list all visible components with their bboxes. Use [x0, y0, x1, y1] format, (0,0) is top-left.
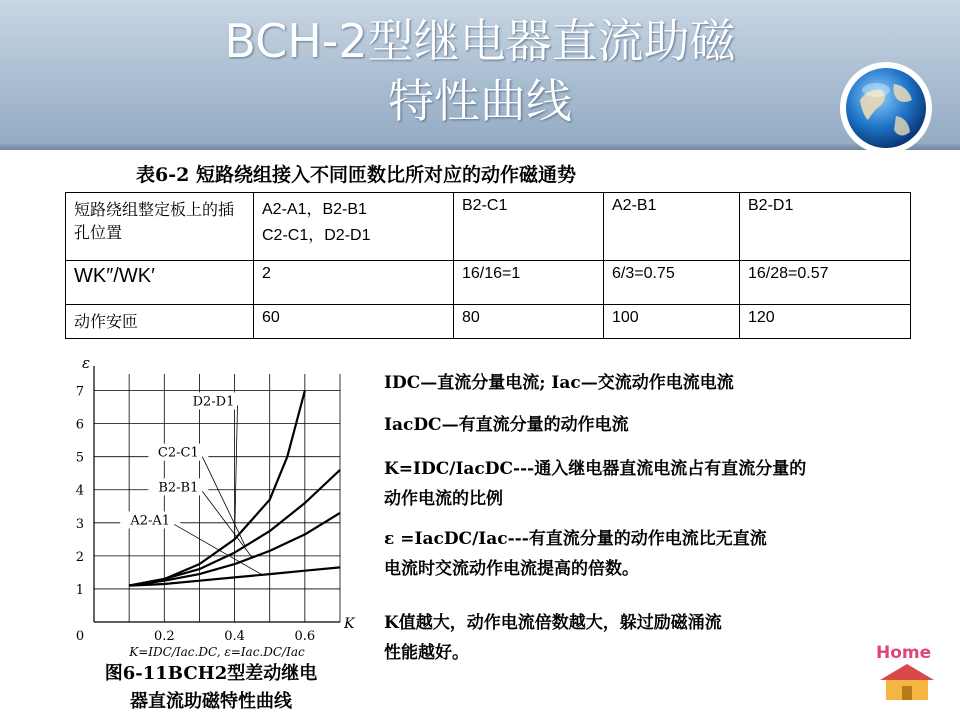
table-cell: WK″/WK′ [66, 261, 254, 305]
table-cell: 16/28=0.57 [740, 261, 911, 305]
parameters-table [65, 192, 911, 339]
y-tick-label: 6 [75, 417, 84, 433]
table-row [66, 261, 911, 305]
note-line3b: 动作电流的比例 [384, 489, 503, 509]
table-cell: 100 [604, 305, 740, 339]
note-line3a: K=IDC/IacDC---通入继电器直流电流占有直流分量的 [384, 459, 807, 479]
x-tick-label: 0.4 [224, 629, 245, 644]
y-tick-label: 4 [75, 483, 84, 499]
table-cell: A2-B1 [604, 193, 740, 261]
table-cell: 短路绕组整定板上的插孔位置 [66, 193, 254, 261]
home-icon [880, 664, 934, 700]
x-tick-label: 0.2 [153, 629, 175, 644]
y-tick-label: 7 [75, 384, 84, 400]
globe-icon [838, 60, 934, 156]
table-row [66, 193, 911, 261]
table-row [66, 305, 911, 339]
x-axis-label: K [344, 616, 355, 632]
table-cell: 16/16=1 [454, 261, 604, 305]
x-tick-label: 0 [75, 629, 85, 644]
home-label: Home [876, 643, 932, 663]
table-cell: 120 [740, 305, 911, 339]
table-cell: 60 [254, 305, 454, 339]
table-cell: A2-A1，B2-B1 C2-C1，D2-D1 [254, 193, 454, 261]
note-line5b: 性能越好。 [384, 643, 469, 663]
x-tick-label: 0.6 [294, 629, 316, 644]
series-label: A2-A1 [130, 513, 171, 529]
y-tick-label: 3 [75, 516, 84, 532]
slide-title-line2: 特性曲线 [388, 74, 572, 128]
y-tick-label: 1 [75, 582, 84, 598]
note-line5a: K值越大，动作电流倍数越大，躲过励磁涌流 [384, 613, 722, 633]
dc-bias-characteristic-chart [62, 354, 362, 658]
home-button[interactable] [872, 640, 942, 702]
note-line3 [384, 454, 806, 514]
table-cell: 2 [254, 261, 454, 305]
figure-caption [76, 660, 346, 716]
figure-caption-line1: 图6-11BCH2型差动继电 [104, 663, 318, 684]
table-cell: B2-C1 [454, 193, 604, 261]
note-line4b: 电流时交流动作电流提高的倍数。 [384, 559, 639, 579]
note-line4a: ε =IacDC/Iac---有直流分量的动作电流比无直流 [384, 529, 767, 549]
table-cell: B2-D1 [740, 193, 911, 261]
note-line5 [384, 608, 722, 668]
series-label: C2-C1 [157, 445, 199, 461]
series-label: B2-B1 [158, 480, 199, 496]
table-caption: 表6-2 短路绕组接入不同匝数比所对应的动作磁通势 [136, 164, 576, 186]
note-line1: IDC—直流分量电流; Iac—交流动作电流电流 [384, 373, 734, 393]
note-line4 [384, 524, 767, 584]
table-cell: 6/3=0.75 [604, 261, 740, 305]
table-cell: 动作安匝 [66, 305, 254, 339]
slide-title-line1: BCH-2型继电器直流助磁 [224, 14, 736, 68]
y-tick-label: 2 [75, 549, 84, 565]
y-tick-label: 5 [75, 450, 84, 466]
note-line2: IacDC—有直流分量的动作电流 [384, 415, 629, 435]
y-axis-label: ε [82, 354, 91, 372]
figure-caption-line2: 器直流助磁特性曲线 [130, 691, 292, 712]
table-cell: 80 [454, 305, 604, 339]
series-label: D2-D1 [192, 394, 235, 410]
chart-formula: K=IDC/Iac.DC, ε=Iac.DC/Iac [129, 645, 305, 658]
